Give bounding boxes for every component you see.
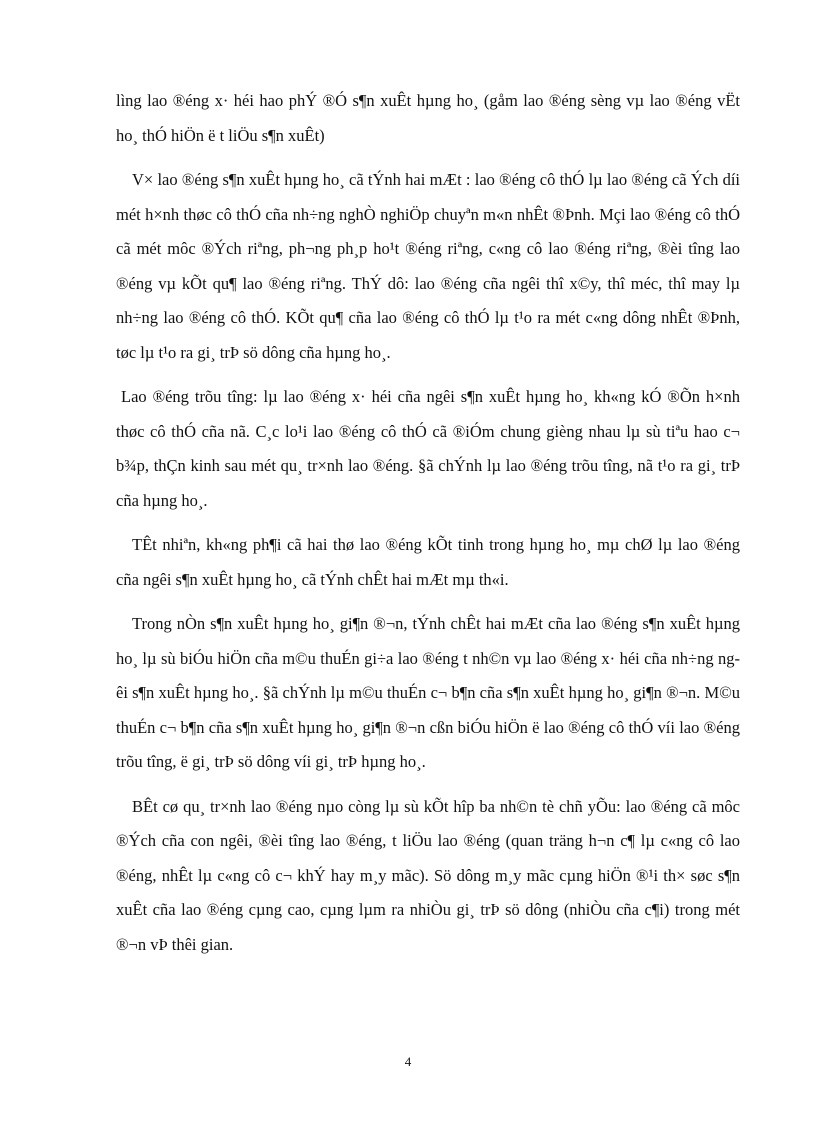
paragraph-labor-process: BÊt cø qu¸ tr×nh lao ®éng nµo còng lµ sù kÕt hîp ba nh©n tè chñ yÕu: lao ®éng cã môc ®Ých cña con ngêi, ®èi tîng lao ®éng, t liÖu lao ®éng (quan träng h¬n c¶ lµ c«ng cô lao ®éng, nhÊt lµ c«ng cô c¬ khÝ hay m¸y mãc). Sö dông m¸y mãc cµng hiÖn ®¹i th× søc s¶n xuÊt cña lao ®éng cµng cao, cµng lµm ra nhiÒu gi¸ trÞ sö dông (nhiÒu cña c¶i) trong mét ®¬n vÞ thêi gian. bbox=[116, 796, 740, 954]
paragraph-abstract-labor: Lao ®éng trõu tîng: lµ lao ®éng x· héi cña ngêi s¶n xuÊt hµng ho¸ kh«ng kÓ ®Õn h×nh thøc cô thÓ cña nã. C¸c lo¹i lao ®éng cô thÓ cã ®iÓm chung gièng nhau lµ sù tiªu hao c¬ b¾p, thÇn kinh sau mét qu¸ tr×nh lao ®éng. §ã chÝnh lµ lao ®éng trõu tîng, nã t¹o ra gi¸ trÞ cña hµng ho¸. bbox=[116, 387, 740, 510]
paragraph-concrete-labor: V× lao ®éng s¶n xuÊt hµng ho¸ cã tÝnh hai mÆt : lao ®éng cô thÓ lµ lao ®éng cã Ých díi mét h×nh thøc cô thÓ cña nh÷ng nghÒ nghiÖp chuyªn m«n nhÊt ®Þnh. Mçi lao ®éng cô thÓ cã mét môc ®Ých riªng, ph¬ng ph¸p ho¹t ®éng riªng, c«ng cô lao ®éng riªng, ®èi tîng lao ®éng vµ kÕt qu¶ lao ®éng riªng. ThÝ dô: lao ®éng cña ngêi thî x©y, thî méc, thî may lµ nh÷ng lao ®éng cô thÓ. KÕt qu¶ cña lao ®éng cô thÓ lµ t¹o ra mét c«ng dông nhÊt ®Þnh, tøc lµ t¹o ra gi¸ trÞ sö dông cña hµng ho¸. bbox=[116, 170, 740, 362]
page-number: 4 bbox=[404, 1054, 412, 1069]
paragraph-two-aspects: TÊt nhiªn, kh«ng ph¶i cã hai thø lao ®éng kÕt tinh trong hµng ho¸ mµ chØ lµ lao ®éng cña ngêi s¶n xuÊt hµng ho¸ cã tÝnh chÊt hai mÆt mµ th«i. bbox=[116, 535, 740, 589]
page-body bbox=[116, 84, 740, 972]
paragraph-basic-contradiction: Trong nÒn s¶n xuÊt hµng ho¸ gi¶n ®¬n, tÝnh chÊt hai mÆt cña lao ®éng s¶n xuÊt hµng ho¸ lµ sù biÓu hiÖn cña m©u thuÉn gi÷a lao ®éng t nh©n vµ lao ®éng x· héi cña nh÷ng ngêi s¶n xuÊt hµng ho¸. §ã chÝnh lµ m©u thuÉn c¬ b¶n cña s¶n xuÊt hµng ho¸ gi¶n ®¬n. M©u thuÉn c¬ b¶n cña s¶n xuÊt hµng ho¸ gi¶n ®¬n cßn biÓu hiÖn ë lao ®éng cô thÓ víi lao ®éng trõu tîng, ë gi¸ trÞ sö dông víi gi¸ trÞ hµng ho¸. bbox=[116, 614, 740, 771]
paragraph-continuation: lìng lao ®éng x· héi hao phÝ ®Ó s¶n xuÊt hµng ho¸ (gåm lao ®éng sèng vµ lao ®éng vËt ho¸ thÓ hiÖn ë t liÖu s¶n xuÊt) bbox=[116, 91, 740, 145]
